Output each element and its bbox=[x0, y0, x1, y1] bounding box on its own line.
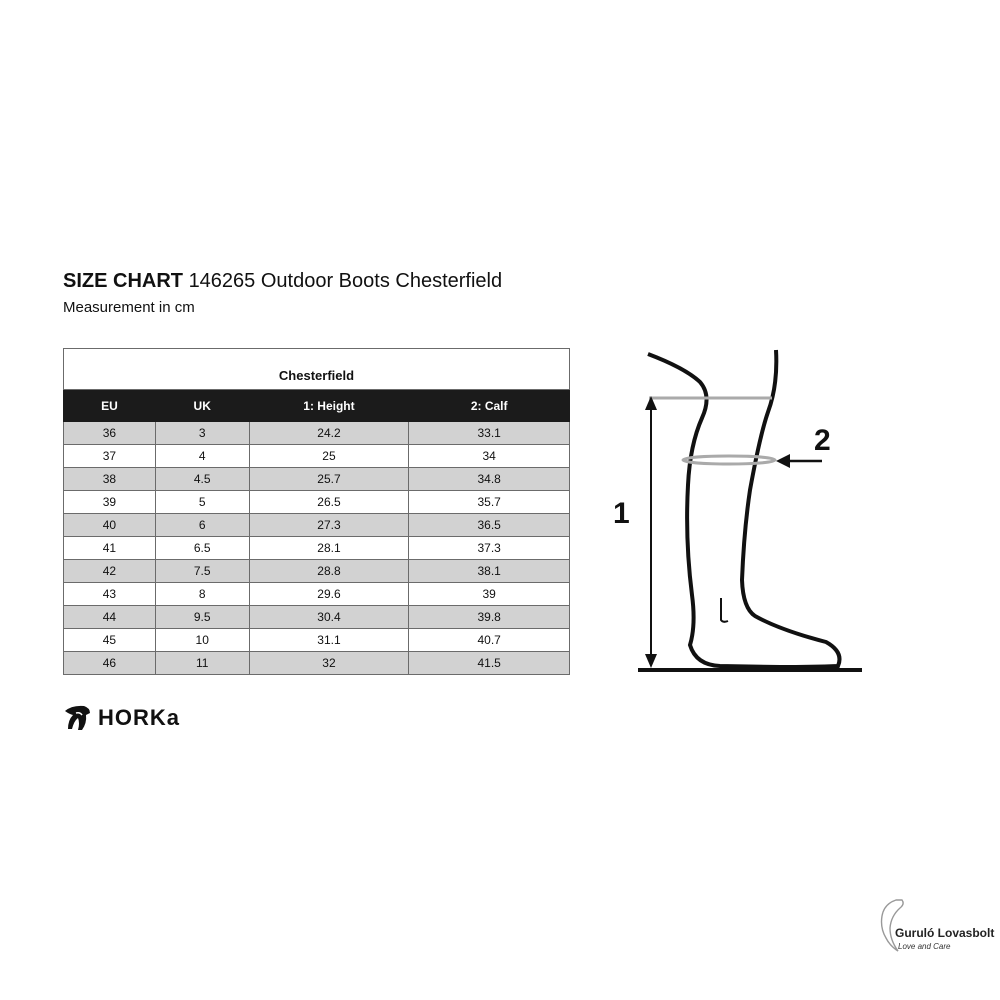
table-cell: 28.8 bbox=[249, 560, 409, 583]
height-arrow-bottom bbox=[645, 654, 657, 668]
table-cell: 37 bbox=[64, 445, 156, 468]
ankle-mark bbox=[721, 598, 728, 622]
table-row bbox=[64, 606, 570, 629]
calf-arrow-head bbox=[776, 454, 790, 468]
shop-name: Guruló Lovasbolt bbox=[895, 926, 995, 940]
table-row bbox=[64, 422, 570, 445]
table-row bbox=[64, 560, 570, 583]
table-cell: 39 bbox=[409, 583, 570, 606]
table-cell: 3 bbox=[155, 422, 249, 445]
table-header-row bbox=[64, 390, 570, 422]
table-cell: 41 bbox=[64, 537, 156, 560]
brand-logo bbox=[62, 703, 180, 733]
table-row bbox=[64, 652, 570, 675]
table-cell: 4 bbox=[155, 445, 249, 468]
column-header: UK bbox=[155, 390, 249, 422]
table-cell: 45 bbox=[64, 629, 156, 652]
calf-circumference-ellipse bbox=[683, 456, 775, 464]
table-cell: 26.5 bbox=[249, 491, 409, 514]
table-cell: 25 bbox=[249, 445, 409, 468]
table-cell: 39.8 bbox=[409, 606, 570, 629]
table-cell: 9.5 bbox=[155, 606, 249, 629]
calf-label: 2 bbox=[814, 424, 831, 457]
shop-tagline: Love and Care bbox=[898, 942, 951, 951]
title-product: 146265 Outdoor Boots Chesterfield bbox=[188, 270, 503, 292]
page-title bbox=[63, 270, 502, 293]
table-row bbox=[64, 537, 570, 560]
table-cell: 40.7 bbox=[409, 629, 570, 652]
table-cell: 4.5 bbox=[155, 468, 249, 491]
table-cell: 36.5 bbox=[409, 514, 570, 537]
table-cell: 24.2 bbox=[249, 422, 409, 445]
table-cell: 7.5 bbox=[155, 560, 249, 583]
page-subtitle: Measurement in cm bbox=[63, 299, 195, 316]
table-cell: 32 bbox=[249, 652, 409, 675]
table-cell: 40 bbox=[64, 514, 156, 537]
leg-measurement-diagram bbox=[630, 340, 870, 680]
table-row bbox=[64, 629, 570, 652]
table-row bbox=[64, 445, 570, 468]
table-row bbox=[64, 491, 570, 514]
table-cell: 11 bbox=[155, 652, 249, 675]
table-cell: 8 bbox=[155, 583, 249, 606]
table-cell: 44 bbox=[64, 606, 156, 629]
brand-name: HORKa bbox=[98, 705, 181, 730]
table-cell: 46 bbox=[64, 652, 156, 675]
table-cell: 42 bbox=[64, 560, 156, 583]
table-cell: 30.4 bbox=[249, 606, 409, 629]
table-cell: 37.3 bbox=[409, 537, 570, 560]
table-cell: 29.6 bbox=[249, 583, 409, 606]
column-header: EU bbox=[64, 390, 156, 422]
horse-head-icon bbox=[62, 703, 92, 733]
table-caption: Chesterfield bbox=[64, 349, 570, 390]
table-cell: 31.1 bbox=[249, 629, 409, 652]
table-cell: 38.1 bbox=[409, 560, 570, 583]
table-cell: 34 bbox=[409, 445, 570, 468]
table-cell: 35.7 bbox=[409, 491, 570, 514]
table-cell: 10 bbox=[155, 629, 249, 652]
table-row bbox=[64, 468, 570, 491]
column-header: 1: Height bbox=[249, 390, 409, 422]
table-row bbox=[64, 514, 570, 537]
table-cell: 39 bbox=[64, 491, 156, 514]
title-bold: SIZE CHART bbox=[63, 270, 183, 292]
table-row bbox=[64, 583, 570, 606]
table-cell: 34.8 bbox=[409, 468, 570, 491]
table-cell: 38 bbox=[64, 468, 156, 491]
table-cell: 6.5 bbox=[155, 537, 249, 560]
table-cell: 36 bbox=[64, 422, 156, 445]
table-cell: 5 bbox=[155, 491, 249, 514]
height-label: 1 bbox=[613, 497, 630, 530]
table-cell: 27.3 bbox=[249, 514, 409, 537]
table-cell: 6 bbox=[155, 514, 249, 537]
table-cell: 25.7 bbox=[249, 468, 409, 491]
table-cell: 33.1 bbox=[409, 422, 570, 445]
table-cell: 41.5 bbox=[409, 652, 570, 675]
table-cell: 28.1 bbox=[249, 537, 409, 560]
table-cell: 43 bbox=[64, 583, 156, 606]
size-table bbox=[63, 348, 570, 675]
column-header: 2: Calf bbox=[409, 390, 570, 422]
